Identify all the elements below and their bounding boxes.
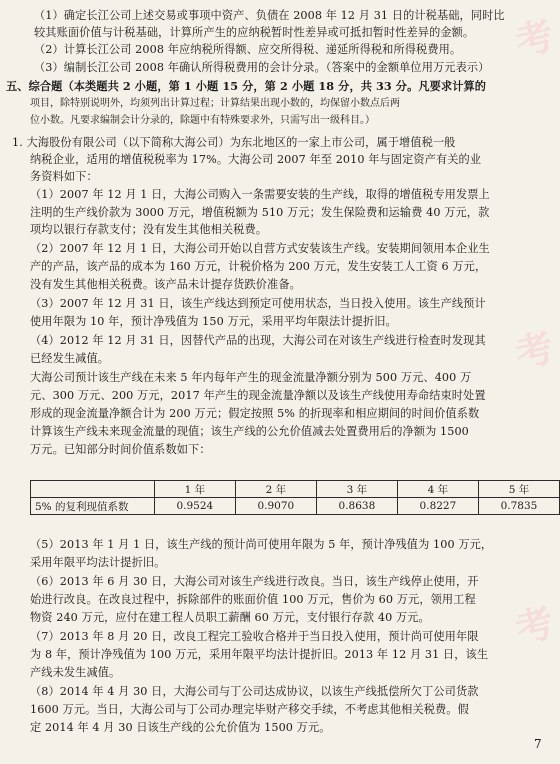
present-value-table: [30, 480, 560, 515]
watermark-logo: 考: [511, 600, 558, 652]
text-line: （6）2013 年 6 月 30 日，大海公司对该生产线进行改良。当日，该生产线停止使用，开: [30, 575, 479, 588]
table-cell: 0.9070: [235, 498, 316, 515]
text-line: （1）2007 年 12 月 1 日，大海公司购入一条需要安装的生产线，取得的增值税专用发票上: [30, 188, 490, 201]
table-header-cell: 4 年: [397, 481, 478, 498]
text-line: 纳税企业，适用的增值税税率为 17%。大海公司 2007 年至 2010 年与固定资产有关的业: [30, 153, 482, 166]
table-row-label: 5% 的复利现值系数: [31, 498, 155, 515]
watermark-logo: 考: [511, 13, 558, 65]
table-header-cell: 2 年: [235, 481, 316, 498]
text-line: 1. 大海股份有限公司（以下简称大海公司）为东北地区的一家上市公司，属于增值税一般: [12, 136, 456, 149]
text-line: （2）计算长江公司 2008 年应纳税所得额、应交所得税、递延所得税和所得税费用。: [34, 43, 462, 56]
text-line: 采用年限平均法计提折旧。: [30, 556, 166, 569]
text-line: （5）2013 年 1 月 1 日，该生产线的预计尚可使用年限为 5 年，预计净残值为 100 万元，: [30, 538, 493, 551]
text-line: 注明的生产线价款为 3000 万元，增值税额为 510 万元；发生保险费和运输费 40 万元，款: [30, 206, 490, 219]
text-line: （2）2007 年 12 月 1 日，大海公司开始以自营方式安装该生产线。安装期间领用本企业生: [30, 242, 490, 255]
text-line: 没有发生其他相关税费。该产品未计提存货跌价准备。: [30, 278, 301, 291]
text-line: 产线未发生减值。: [30, 666, 121, 679]
table-header-cell: 5 年: [478, 481, 559, 498]
text-line: （1）确定长江公司上述交易或事项中资产、负债在 2008 年 12 月 31 日的计税基础，同时比: [34, 9, 505, 22]
text-line: 始进行改良。在改良过程中，拆除部件的账面价值 100 万元，售价为 60 万元，领用工程: [30, 593, 476, 606]
text-line: 五、综合题（本类题共 2 小题，第 1 小题 15 分，第 2 小题 18 分，共 33 分。凡要求计算的: [6, 79, 487, 93]
text-line: （7）2013 年 8 月 20 日，改良工程完工验收合格并于当日投入使用，预计尚可使用年限: [30, 630, 479, 643]
text-line: 形成的现金流量净额合计为 200 万元；假定按照 5% 的折现率和相应期间的时间价值系数: [30, 407, 480, 420]
text-line: 物资 240 万元，应付在建工程人员职工薪酬 60 万元，支付银行存款 40 万元。: [30, 611, 430, 624]
table-cell: 0.8227: [397, 498, 478, 515]
text-line: 项目，除特别说明外，均须列出计算过程；计算结果出现小数的，均保留小数点后两: [30, 98, 400, 109]
table-cell: 0.7835: [478, 498, 559, 515]
text-line: 位小数。凡要求编制会计分录的，除题中有特殊要求外，只需写出一级科目。）: [30, 115, 375, 126]
text-line: （4）2012 年 12 月 31 日，因替代产品的出现，大海公司在对该生产线进行检查时发现其: [30, 334, 486, 347]
text-line: （3）2007 年 12 月 31 日，该生产线达到预定可使用状态，当日投入使用。该生产线预计: [30, 297, 486, 310]
text-line: 计算该生产线未来现金流量的现值；该生产线的公允价值减去处置费用后的净额为 1500: [30, 425, 469, 438]
text-line: 定 2014 年 4 月 30 日该生产线的公允价值为 1500 万元。: [30, 721, 331, 734]
text-line: 1600 万元。当日，大海公司与丁公司办理完毕财产移交手续，不考虑其他相关税费。假: [30, 703, 469, 716]
text-line: 万元。已知部分时间价值系数如下：: [30, 443, 211, 456]
table-header-cell: 3 年: [316, 481, 397, 498]
text-line: （3）编制长江公司 2008 年确认所得税费用的会计分录。（答案中的金额单位用万元表示）: [34, 61, 490, 74]
table-row: [31, 498, 560, 515]
text-line: 项均以银行存款支付；没有发生其他相关税费。: [30, 223, 268, 236]
watermark-logo: 考: [511, 325, 558, 377]
text-line: 产的产品，该产品的成本为 160 万元，计税价格为 200 万元，发生安装工人工资 6 万元，: [30, 260, 487, 273]
page-number: 7: [534, 737, 542, 751]
text-line: 使用年限为 10 年，预计净残值为 150 万元，采用平均年限法计提折旧。: [30, 315, 397, 328]
table-header-cell: 1 年: [154, 481, 235, 498]
table-cell: 0.8638: [316, 498, 397, 515]
text-line: 大海公司预计该生产线在未来 5 年内每年产生的现金流量净额分别为 500 万元、400 万: [30, 371, 472, 384]
text-line: 已经发生减值。: [30, 352, 110, 365]
table-header-row: [31, 481, 560, 498]
text-line: 务资料如下：: [30, 170, 98, 183]
table-header-cell: [31, 481, 155, 498]
text-line: 元、300 万元、200 万元，2017 年产生的现金流量净额以及该生产线使用寿命结束时处置: [30, 389, 486, 402]
text-line: 较其账面价值与计税基础，计算所产生的应纳税暂时性差异或可抵扣暂时性差异的金额。: [34, 26, 475, 39]
text-line: 为 8 年，预计净残值为 100 万元，采用年限平均法计提折旧。2013 年 12 月 31 日，该生: [30, 648, 489, 661]
table-cell: 0.9524: [154, 498, 235, 515]
text-line: （8）2014 年 4 月 30 日，大海公司与丁公司达成协议，以该生产线抵偿所欠丁公司货款: [30, 685, 479, 698]
